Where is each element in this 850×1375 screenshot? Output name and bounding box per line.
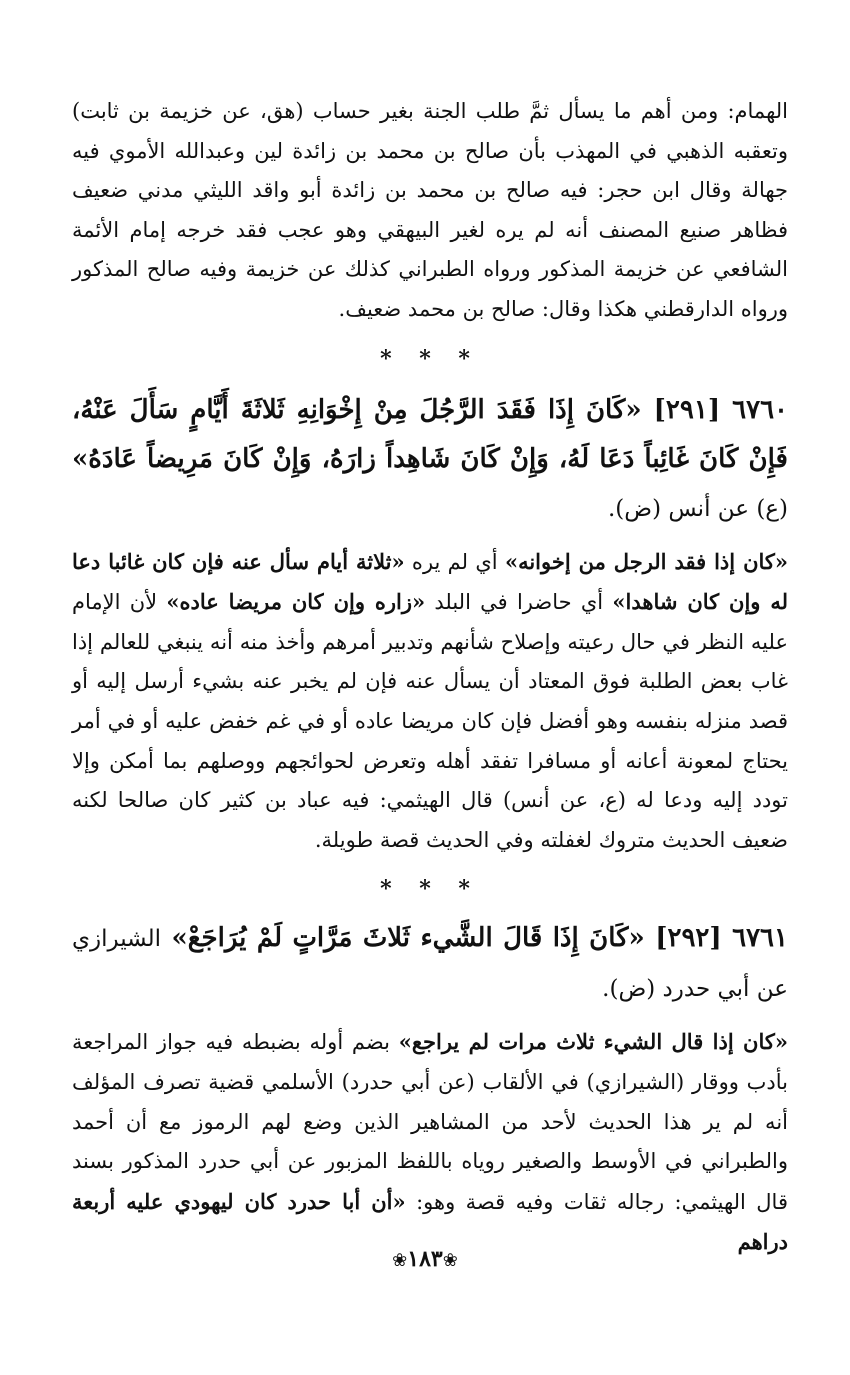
- ornament-icon: ❀: [442, 1250, 458, 1271]
- quote-1: «كان إذا فقد الرجل من إخوانه»: [504, 548, 789, 574]
- commentary-paragraph-1: الهمام: ومن أهم ما يسأل ثمَّ طلب الجنة بغير حساب (هق، عن خزيمة بن ثابت) وتعقبه الذهبي في المهذب بأن صالح بن محمد بن زائدة لين وعبدالله الأموي فيه جهالة وقال ابن حجر: فيه صالح بن محمد بن زائدة أبو واقد الليثي مدني ضعيف فظاهر صنيع المصنف أنه لم يره لغير البيهقي وهو عجب فقد خرجه إمام الأئمة الشافعي عن خزيمة المذكور ورواه الطبراني كذلك عن خزيمة وفيه صالح المذكور ورواه الدارقطني هكذا وقال: صالح بن محمد ضعيف.: [72, 99, 789, 321]
- hadith-6760-bracket-number: [٢٩١]: [653, 394, 721, 425]
- hadith-6761-bracket-number: [٢٩٢]: [655, 923, 722, 954]
- quote-3: «زاره وإن كان مريضا عاده»: [166, 589, 426, 615]
- commentary-paragraph-3: [72, 1022, 788, 1263]
- quote-4: «كان إذا قال الشيء ثلاث مرات لم يراجع»: [398, 1029, 788, 1055]
- hadith-6760-number: ٦٧٦٠: [732, 394, 788, 425]
- quote-5: «أن أبا حدرد كان ليهودي عليه أربعة دراهم: [72, 1188, 788, 1255]
- hadith-6760-text: كَانَ إِذَا فَقَدَ الرَّجُلَ مِنْ إِخْوَانِهِ ثَلاثَةَ أَيَّامٍ سَأَلَ عَنْهُ، فَإِنْ كَانَ غَائِباً دَعَا لَهُ، وَإِنْ كَانَ شَاهِداً زارَهُ، وَإِنْ كَانَ مَرِيضاً عَادَهُ: [72, 394, 788, 474]
- hadith-6761-number: ٦٧٦١: [732, 923, 788, 954]
- hadith-6761-source: الشيرازي عن أبي حدرد (ض).: [72, 926, 788, 1003]
- comment-text-2: أي حاضرا في البلد: [425, 590, 613, 615]
- hadith-6761-text: «كَانَ إِذَا قَالَ الشَّيء ثَلاثَ مَرَّاتٍ لَمْ يُرَاجَعْ»: [171, 923, 645, 954]
- comment-text-3: لأن الإمام عليه النظر في حال رعيته وإصلاح شأنهم وتدبير أمرهم وأخذ منه أنه ينبغي للعالم إذا غاب بعض الطلبة فوق المعتاد أن يسأل عنه فإن لم يخبر عنه بشيء أرسل إليه أو قصد منزله بنفسه وهو أفضل فإن كان مريضا عاده أو في غم خفض عليه أو في أمر يحتاج لمعونة أعانه أو مسافرا تفقد أهله وتعرض لحوائجهم ووصلهم بما أمكن وإلا تودد إليه ودعا له (ع، عن أنس) قال الهيثمي: فيه عباد بن كثير كان صالحا لكنه ضعيف الحديث متروك لغفلته وفي الحديث قصة طويلة.: [72, 590, 788, 852]
- ornament-icon: ❀: [392, 1250, 408, 1271]
- separator-stars-2: * * *: [380, 876, 480, 903]
- hadith-6760-source: (ع) عن أنس (ض).: [607, 495, 788, 522]
- hadith-6760: ٦٧٦٠ [٢٩١] «كَانَ إِذَا فَقَدَ الرَّجُلَ مِنْ إِخْوَانِهِ ثَلاثَةَ أَيَّامٍ سَأَلَ عَنْهُ، فَإِنْ كَانَ غَائِباً دَعَا لَهُ، وَإِنْ كَانَ شَاهِداً زارَهُ، وَإِنْ كَانَ مَرِيضاً عَادَهُ» (ع) عن أنس (ض).: [72, 394, 788, 522]
- hadith-6761: [72, 914, 788, 1014]
- quote-2: «ثلاثة أيام سأل عنه فإن كان غائبا دعا له وإن كان شاهدا»: [72, 548, 788, 615]
- comment-text-1: أي لم يره: [404, 549, 505, 574]
- page-number-text: ١٨٣: [407, 1246, 443, 1272]
- page-number: [0, 1246, 850, 1272]
- commentary-paragraph-2: [72, 542, 788, 861]
- comment-text-4: بضم أوله بضبطه فيه جواز المراجعة بأدب ووقار (الشيرازي) في الألقاب (عن أبي حدرد) الأسلمي قضية تصرف المؤلف أنه لم ير هذا الحديث لأحد من المشاهير الذين وضع لهم الرموز مع أن أحمد والطبراني في الأوسط والصغير روياه باللفظ المزبور عن أبي حدرد المذكور بسند قال الهيثمي: رجاله ثقات وفيه قصة وهو:: [72, 1030, 788, 1214]
- separator-stars-1: * * *: [380, 345, 480, 372]
